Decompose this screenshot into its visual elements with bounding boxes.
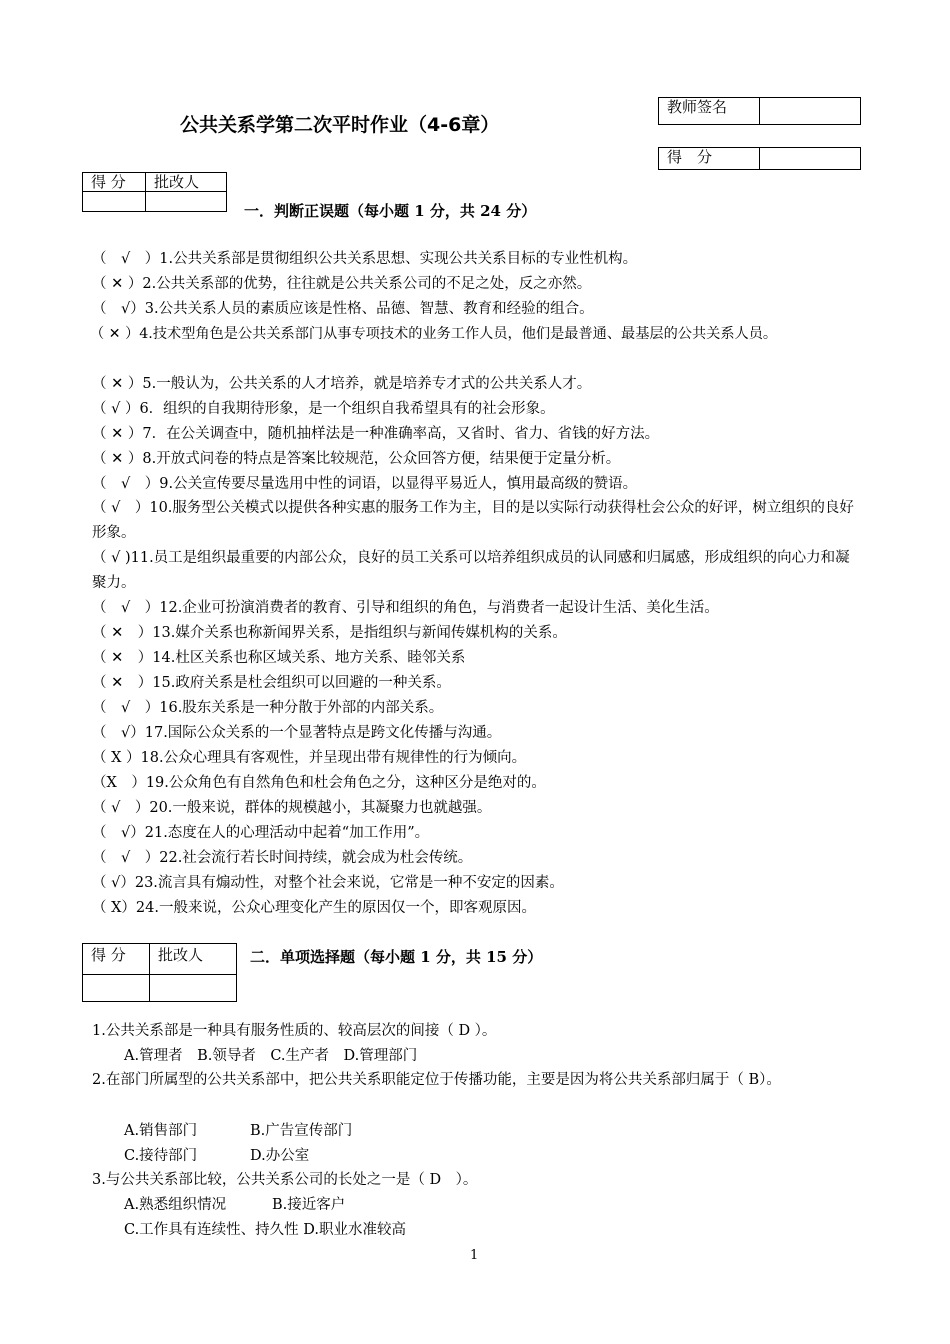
judgment-item-15: （ ✕ ）15.政府关系是杜会组织可以回避的一种关系。: [92, 675, 451, 691]
judgment-item-1: （ √ ）1.公共关系部是贯彻组织公共关系思想、实现公共关系目标的专业性机构。: [92, 251, 638, 267]
page-title: 公共关系学第二次平时作业（4-6章）: [180, 114, 500, 136]
judgment-item-4: （ ✕ ）4.技术型角色是公共关系部门从事专项技术的业务工作人员，他们是最普通、最基层的公共关系人员。: [90, 326, 778, 342]
choice-question-3-options-cd: C.工作具有连续性、持久性 D.职业水准较高: [124, 1222, 407, 1238]
section2-score-field[interactable]: [83, 975, 150, 1002]
section2-grading-box: [82, 943, 237, 1002]
judgment-item-21: （ √）21.态度在人的心理活动中起着“加工作用”。: [92, 825, 430, 841]
choice-question-1: 1.公共关系部是一种具有服务性质的、较高层次的间接（ D ）。: [92, 1023, 497, 1039]
section1-score-field[interactable]: [83, 192, 146, 212]
judgment-item-5: （ ✕ ）5.一般认为，公共关系的人才培养，就是培养专才式的公共关系人才。: [92, 376, 592, 392]
judgment-item-12: （ √ ）12.企业可扮演消费者的教育、引导和组织的角色，与消费者一起设计生活、美化生活。: [92, 600, 719, 616]
section2-grader-field[interactable]: [150, 975, 237, 1002]
judgment-item-13: （ ✕ ）13.媒介关系也称新闻界关系，是指组织与新闻传媒机构的关系。: [92, 625, 567, 641]
judgment-item-16: （ √ ）16.股东关系是一种分散于外部的内部关系。: [92, 700, 444, 716]
teacher-sign-field[interactable]: [760, 98, 861, 125]
judgment-item-19: （X ）19.公众角色有自然角色和杜会角色之分，这种区分是绝对的。: [92, 775, 546, 791]
teacher-sign-box: [658, 97, 861, 125]
choice-question-3: 3.与公共关系部比较，公共关系公司的长处之一是（ D ）。: [92, 1172, 478, 1188]
section1-grader-field[interactable]: [146, 192, 227, 212]
judgment-item-23: （ √）23.流言具有煽动性，对整个社会来说，它常是一种不安定的因素。: [92, 875, 564, 891]
judgment-item-11: （ √ )11.员工是组织最重要的内部公众，良好的员工关系可以培养组织成员的认同感和归属感，形成组织的向心力和凝聚力。: [92, 550, 850, 591]
choice-question-2-option-a: A.销售部门: [124, 1123, 198, 1139]
judgment-item-3: （ √）3.公共关系人员的素质应该是性格、品德、智慧、教育和经验的组合。: [92, 301, 594, 317]
choice-question-2: 2.在部门所属型的公共关系部中，把公共关系职能定位于传播功能，主要是因为将公共关系部归属于（ B）。: [92, 1072, 781, 1088]
choice-question-2-option-d: D.办公室: [250, 1148, 310, 1164]
judgment-item-18: （ X ）18.公众心理具有客观性，并呈现出带有规律性的行为倾向。: [92, 750, 527, 766]
section1-score-label: 得 分: [83, 173, 146, 192]
section1-heading: 一．判断正误题（每小题 1 分，共 24 分）: [244, 202, 537, 220]
choice-question-2-option-c: C.接待部门: [124, 1148, 198, 1164]
judgment-item-8: （ ✕ ）8.开放式问卷的特点是答案比较规范，公众回答方便，结果便于定量分析。: [92, 451, 621, 467]
choice-question-3-option-b: B.接近客户: [272, 1197, 346, 1213]
judgment-item-7: （ ✕ ）7．在公关调查中，随机抽样法是一种准确率高，又省时、省力、省钱的好方法。: [92, 426, 660, 442]
total-score-field[interactable]: [760, 148, 861, 170]
choice-question-3-option-a: A.熟悉组织情况: [124, 1197, 227, 1213]
section2-score-label: 得 分: [83, 944, 150, 975]
judgment-item-2: （ ✕ ）2.公共关系部的优势，往往就是公共关系公司的不足之处，反之亦然。: [92, 276, 592, 292]
judgment-item-14: （ ✕ ）14.杜区关系也称区域关系、地方关系、睦邻关系: [92, 650, 466, 666]
judgment-item-10: （ √ ）10.服务型公关模式以提供各种实惠的服务工作为主，目的是以实际行动获得杜会公众的好评，树立组织的良好形象。: [92, 500, 854, 541]
judgment-item-24: （ X）24.一般来说，公众心理变化产生的原因仅一个，即客观原因。: [92, 900, 536, 916]
teacher-sign-label: 教师签名: [659, 98, 760, 125]
section1-grading-box: [82, 172, 227, 212]
section1-grader-label: 批改人: [146, 173, 227, 192]
page-number: 1: [470, 1248, 479, 1263]
judgment-item-22: （ √ ）22.社会流行若长时间持续，就会成为杜会传统。: [92, 850, 473, 866]
section2-heading: 二．单项选择题（每小题 1 分，共 15 分）: [250, 948, 543, 966]
choice-question-2-option-b: B.广告宣传部门: [250, 1123, 353, 1139]
judgment-item-9: （ √ ）9.公关宣传要尽量选用中性的词语，以显得平易近人，慎用最高级的赞语。: [92, 476, 638, 492]
judgment-item-6: （ √ ）6．组织的自我期待形象，是一个组织自我希望具有的社会形象。: [92, 401, 555, 417]
total-score-label: 得 分: [659, 148, 760, 170]
choice-question-1-options: A.管理者 B.领导者 C.生产者 D.管理部门: [124, 1048, 418, 1064]
judgment-item-20: （ √ ）20.一般来说，群体的规模越小，其凝聚力也就越强。: [92, 800, 492, 816]
section2-grader-label: 批改人: [150, 944, 237, 975]
total-score-box: [658, 147, 861, 170]
judgment-item-17: （ √）17.国际公众关系的一个显著特点是跨文化传播与沟通。: [92, 725, 502, 741]
